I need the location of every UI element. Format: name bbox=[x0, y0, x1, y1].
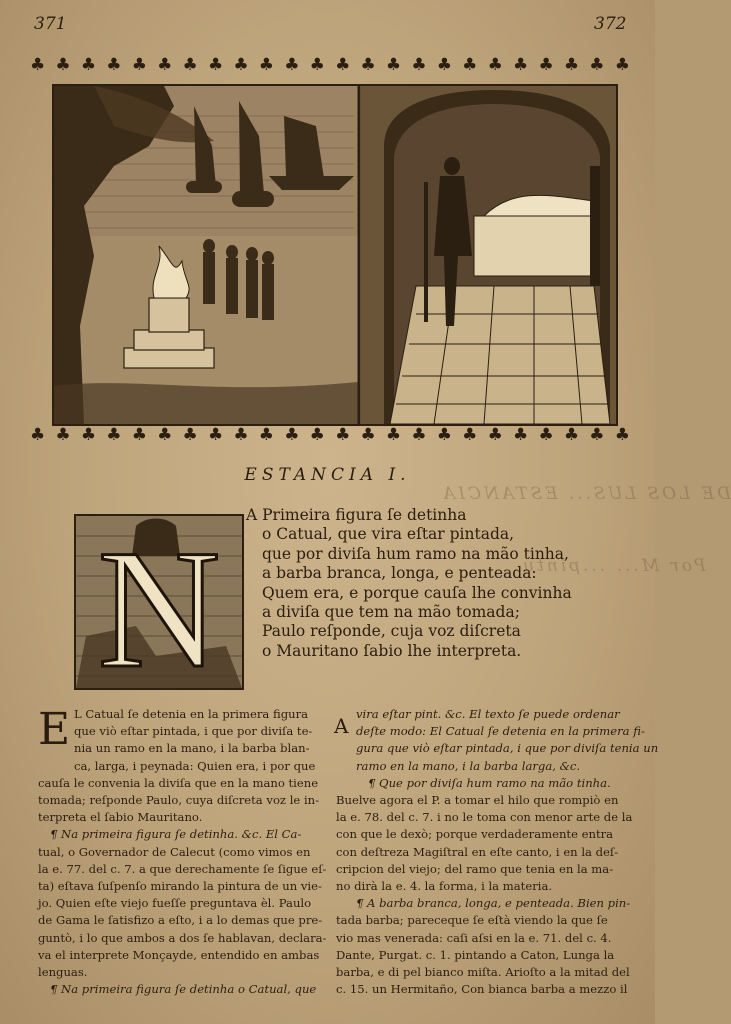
ornament-glyph: ♣ bbox=[385, 55, 402, 75]
commentary-line: guntò, i lo que ambos a dos ſe hablavan, declara- bbox=[38, 930, 327, 945]
commentary-line: terpreta el ſabio Mauritano. bbox=[38, 810, 203, 825]
ornament-glyph: ♣ bbox=[513, 55, 529, 75]
verse-line: que por diviſa hum ramo na mão tinha, bbox=[262, 544, 569, 563]
ornament-glyph: ♣ bbox=[182, 55, 198, 75]
stanza-heading: ESTANCIA I. bbox=[244, 465, 411, 485]
ornament-glyph: ♣ bbox=[436, 55, 452, 75]
commentary-initial-a: A bbox=[334, 714, 349, 738]
ornament-glyph: ♣ bbox=[284, 55, 300, 75]
ornament-glyph: ♣ bbox=[614, 425, 630, 445]
ornament-glyph: ♣ bbox=[462, 55, 478, 75]
ornament-glyph: ♣ bbox=[131, 425, 147, 445]
commentary-line: la e. 78. del c. 7. i no le toma con menor arte de la bbox=[336, 810, 633, 825]
commentary-line: c. 15. un Hermitaño, Con bianca barba a mezzo il bbox=[336, 982, 628, 997]
commentary-left-column bbox=[38, 706, 332, 998]
commentary-line: gura que viò eſtar pintada, i que por diviſa tenia un bbox=[356, 741, 659, 756]
ornament-band-top bbox=[30, 56, 630, 74]
commentary-line: cauſa le convenia la diviſa que en la mano tiene bbox=[38, 775, 319, 790]
ornament-glyph: ♣ bbox=[106, 55, 122, 75]
engraved-illustration bbox=[52, 84, 618, 426]
ornament-glyph: ♣ bbox=[487, 425, 503, 445]
ornament-glyph: ♣ bbox=[360, 425, 376, 445]
ornament-glyph: ♣ bbox=[538, 425, 554, 445]
ornament-glyph: ♣ bbox=[207, 55, 224, 75]
dropcap-letter: N bbox=[97, 515, 221, 703]
commentary-line: que viò eſtar pintada, i que por diviſa te- bbox=[74, 724, 313, 739]
ornament-glyph: ♣ bbox=[80, 425, 97, 445]
commentary-line: ¶ Na primeira figura ſe detinha o Catual, que bbox=[50, 982, 317, 997]
commentary-line: tual, o Governador de Calecut (como vimos en bbox=[38, 844, 311, 859]
page-number-left: 371 bbox=[34, 14, 67, 34]
ornament-glyph: ♣ bbox=[309, 55, 325, 75]
commentary-initial-e: E bbox=[38, 704, 71, 755]
commentary-line: barba, e di pel bianco miſta. Arioſto a la mitad del bbox=[336, 965, 630, 980]
verse-line: A Primeira figura ſe detinha bbox=[246, 506, 467, 524]
ornament-glyph: ♣ bbox=[55, 425, 71, 445]
ornament-glyph: ♣ bbox=[258, 55, 275, 75]
ornament-glyph: ♣ bbox=[360, 55, 376, 75]
verse-line: Quem era, e porque cauſa lhe convinha bbox=[262, 583, 572, 602]
commentary-line: de Gama le ſatisfizo a eſto, i a lo demas que pre- bbox=[38, 913, 323, 928]
ornament-glyph: ♣ bbox=[233, 55, 249, 75]
commentary-line: ta) eſtava ſuſpenſo mirando la pintura de un vie- bbox=[38, 879, 322, 894]
commentary-line: L Catual ſe detenia en la primera figura bbox=[74, 707, 309, 721]
verse-line: a barba branca, longa, e penteada: bbox=[262, 564, 537, 583]
commentary-line: nia un ramo en la mano, i la barba blan- bbox=[74, 741, 310, 756]
ornament-glyph: ♣ bbox=[563, 425, 580, 445]
bleed-through-text-2: Por M... ...pintu bbox=[520, 556, 706, 576]
ornament-glyph: ♣ bbox=[411, 55, 427, 75]
right-scene bbox=[361, 86, 616, 424]
commentary-line: ramo en la mano, i la barba larga, &c. bbox=[356, 758, 581, 773]
bleed-through-text-1: DE LOS LUS... ESTANCIA bbox=[440, 484, 731, 504]
ornament-glyph: ♣ bbox=[309, 425, 325, 445]
commentary-line: tada barba; pareceque ſe eſtà viendo la que ſe bbox=[336, 913, 608, 928]
ornament-glyph: ♣ bbox=[538, 55, 554, 75]
ornament-glyph: ♣ bbox=[385, 425, 402, 445]
commentary-line: lenguas. bbox=[38, 965, 88, 980]
ornament-glyph: ♣ bbox=[182, 425, 198, 445]
ornament-glyph: ♣ bbox=[614, 55, 630, 75]
ornament-glyph: ♣ bbox=[513, 425, 529, 445]
page-number-right: 372 bbox=[594, 14, 627, 34]
commentary-line: jo. Quien eſte viejo fueſſe preguntava èl. Paulo bbox=[38, 896, 312, 911]
ornament-glyph: ♣ bbox=[80, 55, 97, 75]
verse-line: o Catual, que vira eſtar pintada, bbox=[262, 525, 515, 544]
ornament-glyph: ♣ bbox=[284, 425, 300, 445]
commentary-line: Buelve agora el P. a tomar el hilo que rompiò en bbox=[336, 793, 619, 808]
ornament-glyph: ♣ bbox=[335, 425, 351, 445]
ornament-glyph: ♣ bbox=[131, 55, 147, 75]
ornament-glyph: ♣ bbox=[30, 55, 46, 75]
left-scene bbox=[54, 86, 358, 424]
ornament-glyph: ♣ bbox=[487, 55, 503, 75]
ornament-glyph: ♣ bbox=[462, 425, 478, 445]
ornament-glyph: ♣ bbox=[258, 425, 275, 445]
ornament-band-bottom bbox=[30, 426, 630, 444]
commentary-line: deſte modo: El Catual ſe detenia en la primera fi- bbox=[356, 724, 645, 739]
commentary-line: tomada; reſponde Paulo, cuya diſcreta voz le in- bbox=[38, 793, 320, 808]
ornament-glyph: ♣ bbox=[207, 425, 224, 445]
commentary-line: con que le dexò; porque verdaderamente entra bbox=[336, 827, 614, 842]
verse-line: Paulo reſponde, cuja voz diſcreta bbox=[262, 622, 521, 641]
dropcap-woodcut bbox=[74, 514, 244, 703]
commentary-line: vira eſtar pint. &c. El texto ſe puede ordenar bbox=[356, 707, 620, 721]
commentary-line: ¶ Na primeira figura ſe detinha. &c. El Ca- bbox=[50, 827, 302, 842]
commentary-line: vio mas venerada: caſi aſsi en la e. 71. del c. 4. bbox=[336, 930, 612, 945]
ornament-glyph: ♣ bbox=[106, 425, 122, 445]
ornament-glyph: ♣ bbox=[411, 425, 427, 445]
ornament-glyph: ♣ bbox=[589, 55, 605, 75]
ornament-glyph: ♣ bbox=[55, 55, 71, 75]
ornament-glyph: ♣ bbox=[436, 425, 452, 445]
commentary-line: va el interprete Monçayde, entendido en ambas bbox=[38, 947, 320, 962]
ornament-glyph: ♣ bbox=[157, 55, 173, 75]
commentary-line: la e. 77. del c. 7. a que derechamente ſe ſigue eſ- bbox=[38, 861, 327, 876]
ornament-glyph: ♣ bbox=[335, 55, 351, 75]
ornament-glyph: ♣ bbox=[30, 425, 46, 445]
ornament-glyph: ♣ bbox=[563, 55, 580, 75]
commentary-line: cripcion del viejo; del ramo que tenia en la ma- bbox=[336, 861, 614, 876]
commentary-line: con deſtreza Magiſtral en eſte canto, i en la deſ- bbox=[336, 844, 619, 859]
ornament-glyph: ♣ bbox=[157, 425, 173, 445]
commentary-line: Dante, Purgat. c. 1. pintando a Caton, Lunga la bbox=[336, 947, 615, 962]
commentary-line: ca, larga, i peynada: Quien era, i por que bbox=[74, 758, 316, 773]
commentary-line: ¶ A barba branca, longa, e penteada. Bien pin- bbox=[356, 896, 631, 911]
ornament-glyph: ♣ bbox=[589, 425, 605, 445]
commentary-line: no dirà la e. 4. la forma, i la materia. bbox=[336, 879, 553, 894]
commentary-right-column bbox=[336, 706, 659, 998]
ornament-glyph: ♣ bbox=[233, 425, 249, 445]
verse-line: o Mauritano ſabio lhe interpreta. bbox=[262, 641, 522, 660]
commentary-line: ¶ Que por diviſa hum ramo na mão tinha. bbox=[368, 775, 611, 790]
verse-line: a diviſa que tem na mão tomada; bbox=[262, 603, 520, 622]
stanza-verse bbox=[246, 506, 626, 661]
